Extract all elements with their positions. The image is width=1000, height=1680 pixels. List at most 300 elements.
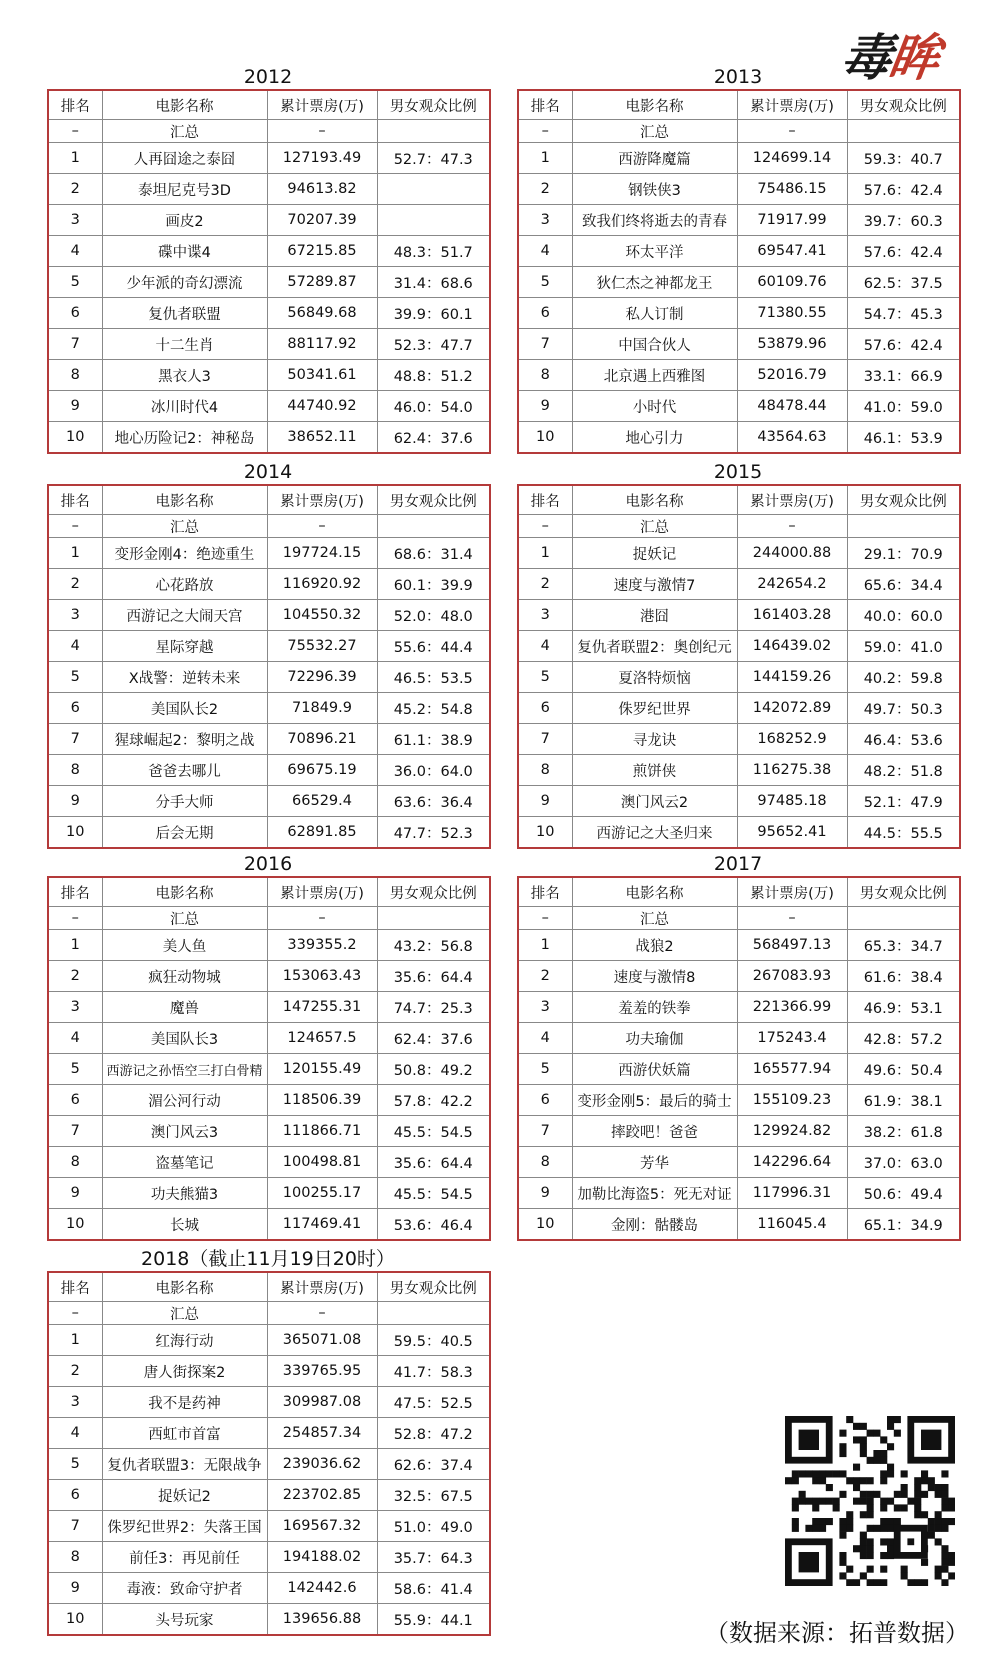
box-office-cell: 309987.08 <box>267 1387 377 1418</box>
rank-cell: 10 <box>518 817 572 849</box>
rank-cell: 1 <box>48 143 102 174</box>
brand-logo: 毒眸 <box>837 29 942 87</box>
box-office-cell: 129924.82 <box>737 1116 847 1147</box>
gender-ratio-cell: 44.5：55.5 <box>847 817 960 849</box>
movie-name-cell: 泰坦尼克号3D <box>102 174 267 205</box>
movie-name-cell: 魔兽 <box>102 992 267 1023</box>
movie-name-cell: 冰川时代4 <box>102 391 267 422</box>
table-row <box>48 1480 490 1511</box>
box-office-cell: 144159.26 <box>737 662 847 693</box>
box-office-cell: 124657.5 <box>267 1023 377 1054</box>
table-row <box>518 236 960 267</box>
box-office-cell: 223702.85 <box>267 1480 377 1511</box>
movie-name-cell: 侏罗纪世界2：失落王国 <box>102 1511 267 1542</box>
summary-row <box>518 907 960 930</box>
table-row <box>518 930 960 961</box>
table-row <box>48 1511 490 1542</box>
column-header: 排名 <box>518 485 572 515</box>
box-office-cell: 75532.27 <box>267 631 377 662</box>
rank-cell: 2 <box>518 961 572 992</box>
movie-name-cell: 毒液：致命守护者 <box>102 1573 267 1604</box>
gender-ratio-cell: 53.6：46.4 <box>377 1209 490 1241</box>
box-office-cell: 43564.63 <box>737 422 847 454</box>
column-header: 排名 <box>48 877 102 907</box>
gender-ratio-cell: 62.4：37.6 <box>377 422 490 454</box>
box-office-table <box>47 876 491 1241</box>
box-office-cell: 339765.95 <box>267 1356 377 1387</box>
movie-name-cell: 战狼2 <box>572 930 737 961</box>
summary-cell: – <box>518 907 572 930</box>
rank-cell: 6 <box>48 693 102 724</box>
box-office-cell: 60109.76 <box>737 267 847 298</box>
box-office-cell: 142296.64 <box>737 1147 847 1178</box>
table-row <box>48 538 490 569</box>
summary-cell: – <box>267 907 377 930</box>
box-office-cell: 88117.92 <box>267 329 377 360</box>
rank-cell: 3 <box>48 600 102 631</box>
gender-ratio-cell: 47.7：52.3 <box>377 817 490 849</box>
column-header: 排名 <box>518 877 572 907</box>
year-table-block <box>47 852 489 1241</box>
summary-cell <box>377 515 490 538</box>
movie-name-cell: 羞羞的铁拳 <box>572 992 737 1023</box>
movie-name-cell: 前任3：再见前任 <box>102 1542 267 1573</box>
gender-ratio-cell: 48.3：51.7 <box>377 236 490 267</box>
table-row <box>518 143 960 174</box>
summary-cell: – <box>737 515 847 538</box>
column-header: 男女观众比例 <box>847 485 960 515</box>
box-office-cell: 165577.94 <box>737 1054 847 1085</box>
movie-name-cell: 美人鱼 <box>102 930 267 961</box>
movie-name-cell: 芳华 <box>572 1147 737 1178</box>
table-row <box>518 391 960 422</box>
rank-cell: 5 <box>48 267 102 298</box>
column-header: 电影名称 <box>102 90 267 120</box>
table-row <box>48 992 490 1023</box>
year-title: 2017 <box>713 853 763 875</box>
gender-ratio-cell: 55.6：44.4 <box>377 631 490 662</box>
rank-cell: 2 <box>518 174 572 205</box>
box-office-cell: 194188.02 <box>267 1542 377 1573</box>
movie-name-cell: 煎饼侠 <box>572 755 737 786</box>
summary-cell: 汇总 <box>102 1302 267 1325</box>
rank-cell: 3 <box>48 205 102 236</box>
rank-cell: 1 <box>48 930 102 961</box>
rank-cell: 3 <box>48 992 102 1023</box>
box-office-cell: 117996.31 <box>737 1178 847 1209</box>
gender-ratio-cell: 45.2：54.8 <box>377 693 490 724</box>
column-header: 电影名称 <box>572 877 737 907</box>
summary-cell: – <box>267 120 377 143</box>
gender-ratio-cell: 51.0：49.0 <box>377 1511 490 1542</box>
table-row <box>48 1085 490 1116</box>
summary-cell: 汇总 <box>572 907 737 930</box>
summary-cell: – <box>267 1302 377 1325</box>
movie-name-cell: 复仇者联盟3：无限战争 <box>102 1449 267 1480</box>
rank-cell: 4 <box>518 631 572 662</box>
box-office-cell: 155109.23 <box>737 1085 847 1116</box>
column-header: 排名 <box>48 90 102 120</box>
summary-cell <box>847 515 960 538</box>
rank-cell: 7 <box>48 724 102 755</box>
table-row <box>518 1054 960 1085</box>
movie-name-cell: 地心历险记2：神秘岛 <box>102 422 267 454</box>
gender-ratio-cell: 47.5：52.5 <box>377 1387 490 1418</box>
movie-name-cell: 地心引力 <box>572 422 737 454</box>
box-office-cell: 339355.2 <box>267 930 377 961</box>
gender-ratio-cell: 36.0：64.0 <box>377 755 490 786</box>
rank-cell: 3 <box>48 1387 102 1418</box>
column-header: 累计票房(万) <box>737 90 847 120</box>
table-row <box>518 992 960 1023</box>
movie-name-cell: 盗墓笔记 <box>102 1147 267 1178</box>
table-row <box>48 1387 490 1418</box>
table-row <box>48 236 490 267</box>
box-office-cell: 70896.21 <box>267 724 377 755</box>
summary-cell: – <box>267 515 377 538</box>
column-header: 累计票房(万) <box>267 877 377 907</box>
box-office-cell: 71917.99 <box>737 205 847 236</box>
box-office-cell: 48478.44 <box>737 391 847 422</box>
movie-name-cell: 唐人街探案2 <box>102 1356 267 1387</box>
rank-cell: 6 <box>518 298 572 329</box>
gender-ratio-cell: 45.5：54.5 <box>377 1116 490 1147</box>
table-row <box>518 205 960 236</box>
box-office-table <box>47 1271 491 1636</box>
gender-ratio-cell: 40.0：60.0 <box>847 600 960 631</box>
gender-ratio-cell: 46.5：53.5 <box>377 662 490 693</box>
movie-name-cell: 爸爸去哪儿 <box>102 755 267 786</box>
column-header: 排名 <box>48 1272 102 1302</box>
movie-name-cell: 心花路放 <box>102 569 267 600</box>
table-row <box>48 298 490 329</box>
summary-cell <box>377 120 490 143</box>
table-header-row <box>48 1272 490 1302</box>
column-header: 累计票房(万) <box>737 877 847 907</box>
box-office-cell: 168252.9 <box>737 724 847 755</box>
table-row <box>518 631 960 662</box>
movie-name-cell: 钢铁侠3 <box>572 174 737 205</box>
movie-name-cell: 功夫瑜伽 <box>572 1023 737 1054</box>
movie-name-cell: 加勒比海盗5：死无对证 <box>572 1178 737 1209</box>
rank-cell: 7 <box>48 329 102 360</box>
movie-name-cell: 人再囧途之泰囧 <box>102 143 267 174</box>
movie-name-cell: 西游降魔篇 <box>572 143 737 174</box>
rank-cell: 9 <box>48 1178 102 1209</box>
rank-cell: 1 <box>518 143 572 174</box>
summary-cell: – <box>737 907 847 930</box>
box-office-table <box>517 89 961 454</box>
box-office-cell: 71849.9 <box>267 693 377 724</box>
table-row <box>48 1418 490 1449</box>
column-header: 排名 <box>518 90 572 120</box>
table-row <box>48 360 490 391</box>
movie-name-cell: 少年派的奇幻漂流 <box>102 267 267 298</box>
table-row <box>48 1178 490 1209</box>
gender-ratio-cell: 49.7：50.3 <box>847 693 960 724</box>
rank-cell: 6 <box>48 1480 102 1511</box>
rank-cell: 8 <box>48 755 102 786</box>
gender-ratio-cell: 50.6：49.4 <box>847 1178 960 1209</box>
rank-cell: 10 <box>518 422 572 454</box>
column-header: 男女观众比例 <box>377 90 490 120</box>
table-row <box>48 724 490 755</box>
table-header-row <box>518 485 960 515</box>
gender-ratio-cell: 52.3：47.7 <box>377 329 490 360</box>
rank-cell: 2 <box>48 1356 102 1387</box>
movie-name-cell: 复仇者联盟 <box>102 298 267 329</box>
column-header: 排名 <box>48 485 102 515</box>
movie-name-cell: 速度与激情7 <box>572 569 737 600</box>
table-row <box>48 329 490 360</box>
movie-name-cell: 西游记之大圣归来 <box>572 817 737 849</box>
rank-cell: 5 <box>48 1054 102 1085</box>
gender-ratio-cell: 46.9：53.1 <box>847 992 960 1023</box>
table-row <box>518 360 960 391</box>
rank-cell: 8 <box>518 360 572 391</box>
box-office-table <box>47 484 491 849</box>
box-office-cell: 44740.92 <box>267 391 377 422</box>
gender-ratio-cell: 35.7：64.3 <box>377 1542 490 1573</box>
summary-cell: – <box>48 1302 102 1325</box>
table-row <box>48 1542 490 1573</box>
gender-ratio-cell: 41.7：58.3 <box>377 1356 490 1387</box>
rank-cell: 2 <box>518 569 572 600</box>
column-header: 男女观众比例 <box>847 90 960 120</box>
box-office-cell: 62891.85 <box>267 817 377 849</box>
box-office-cell: 139656.88 <box>267 1604 377 1636</box>
box-office-table <box>47 89 491 454</box>
table-row <box>48 569 490 600</box>
movie-name-cell: 速度与激情8 <box>572 961 737 992</box>
rank-cell: 10 <box>48 817 102 849</box>
rank-cell: 4 <box>48 1023 102 1054</box>
movie-name-cell: 西虹市首富 <box>102 1418 267 1449</box>
movie-name-cell: 北京遇上西雅图 <box>572 360 737 391</box>
box-office-cell: 142442.6 <box>267 1573 377 1604</box>
year-table-block <box>517 460 959 849</box>
movie-name-cell: 变形金刚4：绝迹重生 <box>102 538 267 569</box>
box-office-cell: 56849.68 <box>267 298 377 329</box>
table-row <box>518 298 960 329</box>
table-row <box>48 600 490 631</box>
gender-ratio-cell: 62.4：37.6 <box>377 1023 490 1054</box>
box-office-cell: 116920.92 <box>267 569 377 600</box>
gender-ratio-cell: 48.8：51.2 <box>377 360 490 391</box>
rank-cell: 6 <box>48 1085 102 1116</box>
table-row <box>48 143 490 174</box>
rank-cell: 10 <box>48 1604 102 1636</box>
table-row <box>48 1325 490 1356</box>
movie-name-cell: 长城 <box>102 1209 267 1241</box>
column-header: 累计票房(万) <box>267 485 377 515</box>
movie-name-cell: 我不是药神 <box>102 1387 267 1418</box>
rank-cell: 8 <box>48 1147 102 1178</box>
rank-cell: 4 <box>518 236 572 267</box>
gender-ratio-cell <box>377 205 490 236</box>
rank-cell: 5 <box>518 662 572 693</box>
movie-name-cell: 西游记之孙悟空三打白骨精 <box>102 1054 267 1085</box>
rank-cell: 8 <box>518 1147 572 1178</box>
table-header-row <box>48 485 490 515</box>
gender-ratio-cell: 62.6：37.4 <box>377 1449 490 1480</box>
gender-ratio-cell: 62.5：37.5 <box>847 267 960 298</box>
table-row <box>48 817 490 849</box>
gender-ratio-cell: 29.1：70.9 <box>847 538 960 569</box>
gender-ratio-cell: 52.7：47.3 <box>377 143 490 174</box>
column-header: 累计票房(万) <box>267 90 377 120</box>
movie-name-cell: 金刚：骷髅岛 <box>572 1209 737 1241</box>
box-office-cell: 69675.19 <box>267 755 377 786</box>
summary-cell: 汇总 <box>572 515 737 538</box>
box-office-cell: 95652.41 <box>737 817 847 849</box>
box-office-cell: 116275.38 <box>737 755 847 786</box>
box-office-cell: 244000.88 <box>737 538 847 569</box>
gender-ratio-cell: 57.8：42.2 <box>377 1085 490 1116</box>
table-row <box>518 1147 960 1178</box>
summary-cell <box>847 907 960 930</box>
gender-ratio-cell: 57.6：42.4 <box>847 329 960 360</box>
rank-cell: 7 <box>48 1116 102 1147</box>
summary-cell: – <box>48 120 102 143</box>
summary-row <box>48 1302 490 1325</box>
summary-cell <box>847 120 960 143</box>
gender-ratio-cell: 52.1：47.9 <box>847 786 960 817</box>
table-header-row <box>518 90 960 120</box>
summary-row <box>48 120 490 143</box>
gender-ratio-cell: 61.1：38.9 <box>377 724 490 755</box>
movie-name-cell: 小时代 <box>572 391 737 422</box>
column-header: 电影名称 <box>102 877 267 907</box>
box-office-cell: 169567.32 <box>267 1511 377 1542</box>
box-office-cell: 67215.85 <box>267 236 377 267</box>
table-row <box>518 1085 960 1116</box>
box-office-cell: 161403.28 <box>737 600 847 631</box>
gender-ratio-cell: 59.3：40.7 <box>847 143 960 174</box>
box-office-cell: 38652.11 <box>267 422 377 454</box>
box-office-cell: 70207.39 <box>267 205 377 236</box>
summary-cell: 汇总 <box>102 120 267 143</box>
rank-cell: 10 <box>518 1209 572 1241</box>
table-row <box>48 205 490 236</box>
gender-ratio-cell: 61.9：38.1 <box>847 1085 960 1116</box>
gender-ratio-cell: 38.2：61.8 <box>847 1116 960 1147</box>
movie-name-cell: 黑衣人3 <box>102 360 267 391</box>
table-row <box>48 961 490 992</box>
column-header: 电影名称 <box>102 1272 267 1302</box>
rank-cell: 1 <box>48 538 102 569</box>
box-office-cell: 69547.41 <box>737 236 847 267</box>
gender-ratio-cell: 60.1：39.9 <box>377 569 490 600</box>
gender-ratio-cell: 57.6：42.4 <box>847 236 960 267</box>
rank-cell: 4 <box>48 1418 102 1449</box>
table-row <box>518 1178 960 1209</box>
movie-name-cell: 美国队长3 <box>102 1023 267 1054</box>
gender-ratio-cell: 41.0：59.0 <box>847 391 960 422</box>
box-office-cell: 111866.71 <box>267 1116 377 1147</box>
rank-cell: 5 <box>518 1054 572 1085</box>
box-office-cell: 52016.79 <box>737 360 847 391</box>
table-row <box>48 786 490 817</box>
movie-name-cell: 狄仁杰之神都龙王 <box>572 267 737 298</box>
table-row <box>518 1023 960 1054</box>
column-header: 累计票房(万) <box>267 1272 377 1302</box>
table-row <box>518 267 960 298</box>
table-row <box>48 755 490 786</box>
table-row <box>48 1449 490 1480</box>
table-row <box>48 662 490 693</box>
summary-cell: 汇总 <box>102 907 267 930</box>
column-header: 电影名称 <box>572 90 737 120</box>
rank-cell: 8 <box>518 755 572 786</box>
table-row <box>518 662 960 693</box>
gender-ratio-cell: 49.6：50.4 <box>847 1054 960 1085</box>
rank-cell: 2 <box>48 569 102 600</box>
movie-name-cell: X战警：逆转未来 <box>102 662 267 693</box>
rank-cell: 9 <box>48 786 102 817</box>
year-title: 2015 <box>713 461 763 483</box>
box-office-table <box>517 876 961 1241</box>
box-office-cell: 254857.34 <box>267 1418 377 1449</box>
movie-name-cell: 碟中谍4 <box>102 236 267 267</box>
rank-cell: 7 <box>518 724 572 755</box>
box-office-cell: 50341.61 <box>267 360 377 391</box>
rank-cell: 7 <box>518 1116 572 1147</box>
table-row <box>48 1573 490 1604</box>
gender-ratio-cell: 40.2：59.8 <box>847 662 960 693</box>
rank-cell: 6 <box>518 693 572 724</box>
rank-cell: 9 <box>518 1178 572 1209</box>
table-header-row <box>48 90 490 120</box>
column-header: 男女观众比例 <box>377 485 490 515</box>
rank-cell: 10 <box>48 422 102 454</box>
rank-cell: 3 <box>518 205 572 236</box>
table-row <box>518 1209 960 1241</box>
movie-name-cell: 中国合伙人 <box>572 329 737 360</box>
movie-name-cell: 侏罗纪世界 <box>572 693 737 724</box>
table-row <box>518 422 960 454</box>
movie-name-cell: 复仇者联盟2：奥创纪元 <box>572 631 737 662</box>
gender-ratio-cell: 35.6：64.4 <box>377 961 490 992</box>
rank-cell: 1 <box>518 538 572 569</box>
gender-ratio-cell: 52.8：47.2 <box>377 1418 490 1449</box>
movie-name-cell: 澳门风云3 <box>102 1116 267 1147</box>
rank-cell: 7 <box>48 1511 102 1542</box>
box-office-cell: 146439.02 <box>737 631 847 662</box>
rank-cell: 8 <box>48 360 102 391</box>
movie-name-cell: 猩球崛起2：黎明之战 <box>102 724 267 755</box>
gender-ratio-cell: 63.6：36.4 <box>377 786 490 817</box>
summary-row <box>518 120 960 143</box>
gender-ratio-cell: 42.8：57.2 <box>847 1023 960 1054</box>
table-row <box>48 1209 490 1241</box>
gender-ratio-cell: 58.6：41.4 <box>377 1573 490 1604</box>
summary-cell: – <box>518 515 572 538</box>
rank-cell: 5 <box>48 662 102 693</box>
gender-ratio-cell: 31.4：68.6 <box>377 267 490 298</box>
gender-ratio-cell: 52.0：48.0 <box>377 600 490 631</box>
movie-name-cell: 寻龙诀 <box>572 724 737 755</box>
year-table-block <box>47 65 489 454</box>
rank-cell: 6 <box>518 1085 572 1116</box>
table-row <box>518 817 960 849</box>
table-row <box>518 724 960 755</box>
data-source-note: （数据来源：拓普数据） <box>705 1619 969 1647</box>
table-row <box>518 786 960 817</box>
gender-ratio-cell: 32.5：67.5 <box>377 1480 490 1511</box>
rank-cell: 3 <box>518 600 572 631</box>
gender-ratio-cell: 59.5：40.5 <box>377 1325 490 1356</box>
